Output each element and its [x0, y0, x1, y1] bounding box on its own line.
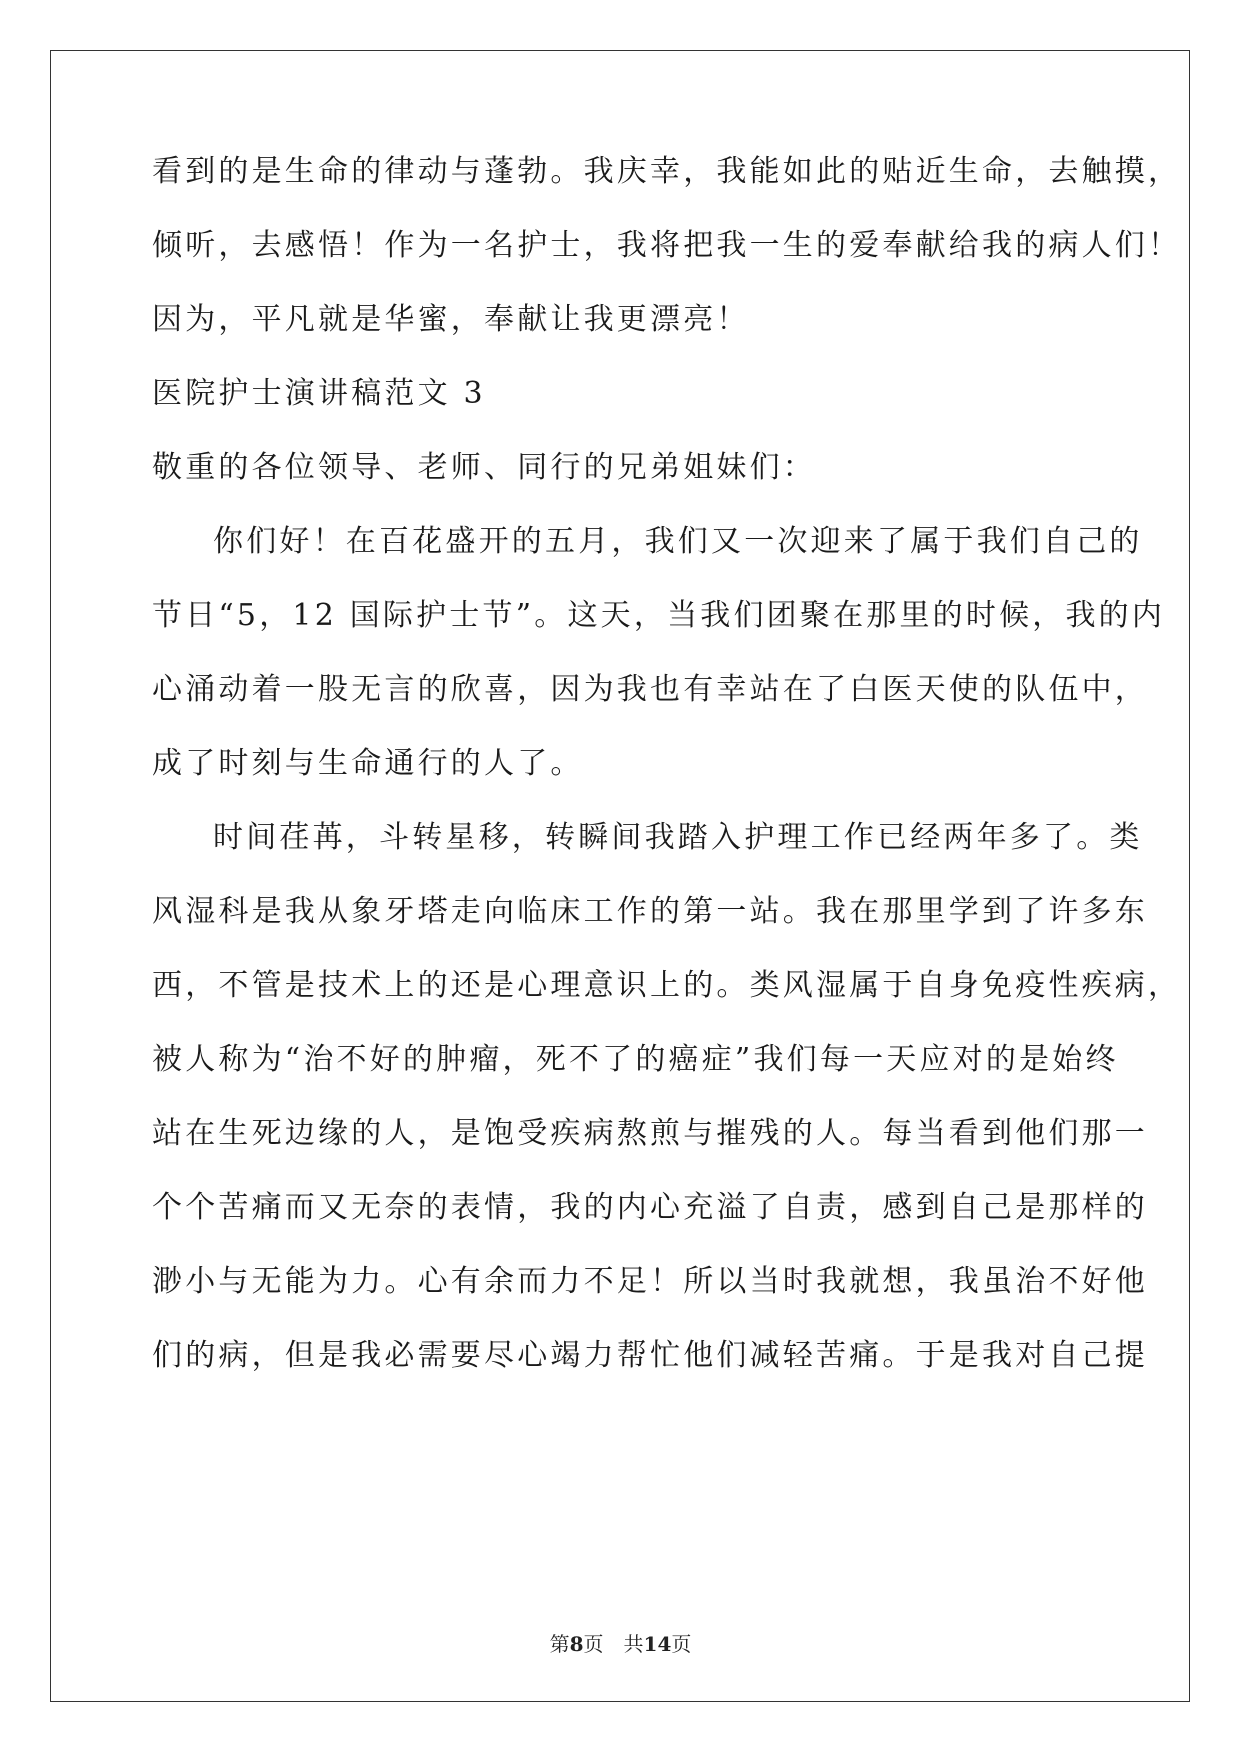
current-page-number: 8 — [569, 1632, 584, 1656]
salutation: 敬重的各位领导、老师、同行的兄弟姐妹们： — [152, 450, 816, 485]
text-line: 成了时刻与生命通行的人了。 — [152, 746, 584, 781]
footer-suffix: 页 — [671, 1632, 692, 1656]
text-line: 看到的是生命的律动与蓬勃。我庆幸，我能如此的贴近生命，去触摸， — [152, 154, 1182, 189]
text-line: 西，不管是技术上的还是心理意识上的。类风湿属于自身免疫性疾病， — [152, 968, 1182, 1003]
footer-middle: 页 共 — [583, 1632, 644, 1656]
paragraph-start: 你们好！在百花盛开的五月，我们又一次迎来了属于我们自己的 — [213, 524, 1143, 559]
text-line: 风湿科是我从象牙塔走向临床工作的第一站。我在那里学到了许多东 — [152, 894, 1148, 929]
section-heading: 医院护士演讲稿范文 3 — [152, 376, 486, 411]
text-line: 被人称为“治不好的肿瘤，死不了的癌症”我们每一天应对的是始终 — [152, 1042, 1119, 1077]
total-pages-number: 14 — [643, 1632, 672, 1656]
text-line: 节日“5，12 国际护士节”。这天，当我们团聚在那里的时候，我的内 — [152, 598, 1166, 633]
text-line: 们的病，但是我必需要尽心竭力帮忙他们减轻苦痛。于是我对自己提 — [152, 1338, 1148, 1373]
text-line: 心涌动着一股无言的欣喜，因为我也有幸站在了白医天使的队伍中， — [152, 672, 1148, 707]
text-line: 站在生死边缘的人，是饱受疾病熬煎与摧残的人。每当看到他们那一 — [152, 1116, 1148, 1151]
text-line: 渺小与无能为力。心有余而力不足！所以当时我就想，我虽治不好他 — [152, 1264, 1148, 1299]
page-border — [50, 50, 1190, 1702]
paragraph-start: 时间荏苒，斗转星移，转瞬间我踏入护理工作已经两年多了。类 — [213, 820, 1143, 855]
page-footer — [0, 1628, 1241, 1657]
footer-prefix: 第 — [549, 1632, 570, 1656]
text-line: 个个苦痛而又无奈的表情，我的内心充溢了自责，感到自己是那样的 — [152, 1190, 1148, 1225]
text-line: 倾听，去感悟！作为一名护士，我将把我一生的爱奉献给我的病人们！ — [152, 228, 1182, 263]
text-line: 因为，平凡就是华蜜，奉献让我更漂亮！ — [152, 302, 750, 337]
